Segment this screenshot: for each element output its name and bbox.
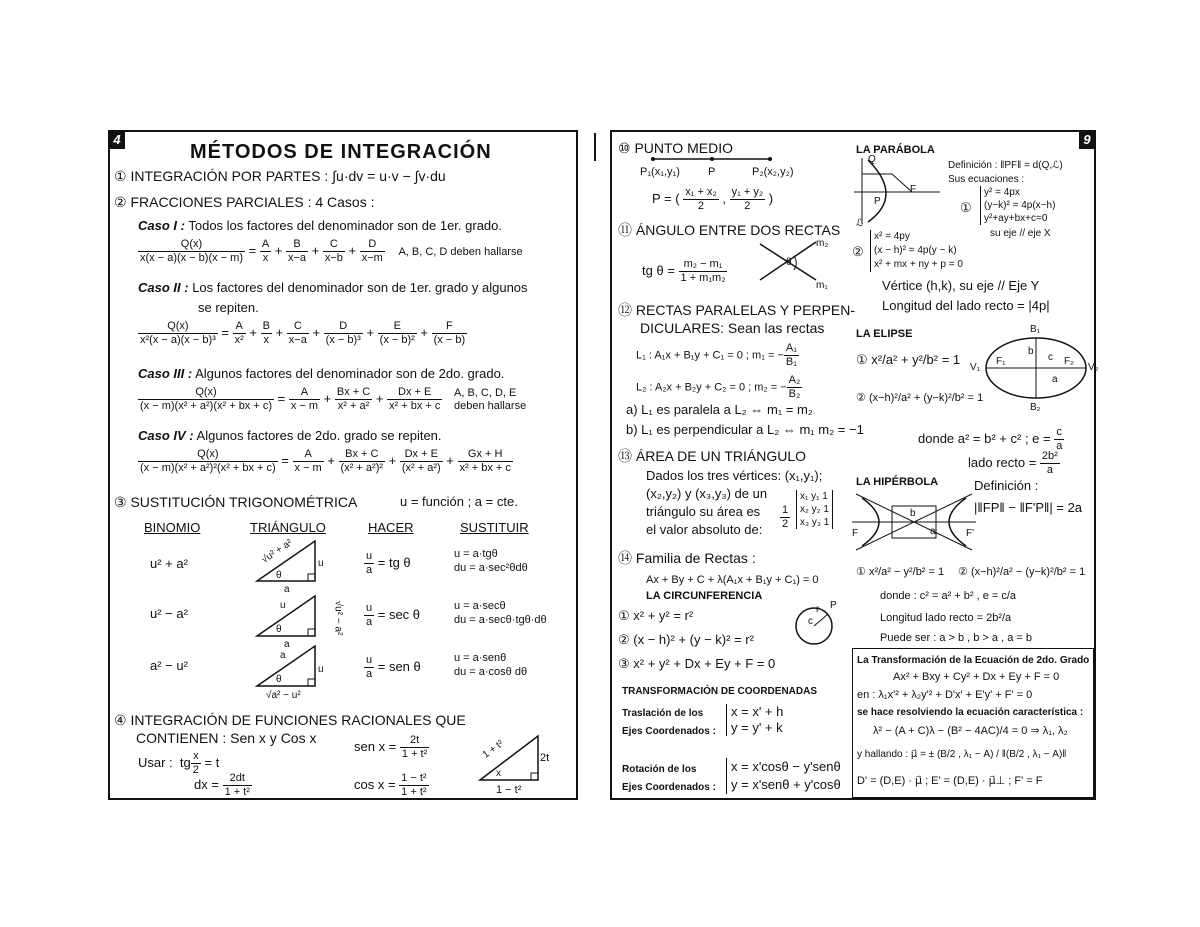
parabola-p: P (874, 196, 881, 207)
section-12-title: ⑫ RECTAS PARALELAS Y PERPEN- (618, 302, 856, 318)
area-text-3: triángulo su área es (646, 504, 761, 519)
case-2-text: Caso II : Los factores del denominador son de 1er. grado y algunos (138, 280, 528, 295)
hyperbola-eq2: ② (x−h)²/a² − (y−k)²/b² = 1 (958, 566, 1086, 578)
hyperbola-diagram (852, 492, 978, 554)
weierstrass-base: 1 − t² (496, 784, 522, 796)
triangle-3-base: √a² − u² (266, 690, 301, 701)
parallel-condition: a) L₁ es paralela a L₂ ⇔ m₁ = m₂ (626, 402, 813, 417)
parabola-f: F (910, 184, 917, 195)
parabola-title: LA PARÁBOLA (856, 144, 935, 156)
triangle-3-hyp: a (280, 650, 286, 661)
parabola-l: ℒ (856, 218, 864, 229)
page-title: MÉTODOS DE INTEGRACIÓN (190, 141, 492, 163)
sustituir-1b: du = a·sec²θdθ (454, 562, 528, 574)
parabola-latus: Longitud del lado recto = |4p| (882, 298, 1050, 313)
area-text-2: (x₂,y₂) y (x₃,y₃) de un (646, 486, 768, 501)
area-determinant: x₁ y₁ 1 x₂ y₂ 1 x₃ y₃ 1 (796, 490, 833, 529)
page-number: 9 (1079, 131, 1095, 149)
midpoint-p: P (708, 166, 716, 178)
hyperbola-latus: Longitud lado recto = 2b²/a (880, 612, 1012, 624)
case-3-formula: $\frac{Q(x)}{\text{(x − m)(x² + a²)(x² + bx + c)}}$ = $\frac{A}{x - m}$ + $\frac{Bx + C}{\text{x² + a²}}$ + $\frac{Dx + E}{\text{x² + bx + c}}$ A, B, C, D, E deben hallarse (140, 386, 527, 412)
page-number: 4 (109, 131, 125, 149)
hyperbola-f: F (852, 528, 859, 539)
triangle-1-side: u (318, 558, 324, 569)
trans-equations: x = x' + h y = y' + k (726, 704, 783, 736)
parabola-eq1-num: ① (960, 200, 972, 215)
parabola-q: Q (868, 154, 876, 165)
triangle-2-angle: θ (276, 624, 282, 635)
ellipse-b2: B₂ (1030, 402, 1041, 413)
header-hacer: HACER (368, 520, 414, 535)
angle-theta: θ (786, 257, 792, 268)
triangle-3-side: u (318, 664, 324, 675)
hacer-1: $\frac{u}{a}$ = tg θ (366, 550, 411, 576)
section-4-title-2: CONTIENEN : Sen x y Cos x (136, 730, 317, 746)
ellipse-v1: V₁ (970, 362, 981, 373)
hacer-2: $\frac{u}{a}$ = sec θ (366, 602, 421, 628)
area-text-1: Dados los tres vértices: (x₁,y₁); (646, 468, 823, 483)
case-2-formula: $\frac{Q(x)}{\text{x²(x − a)(x − b)³}}$ = $\frac{A}{\text{x²}}$ + $\frac{B}{x}$ + $\frac{C}{x-a}$ + $\frac{D}{\text{(x − b)³}}$ + $\frac{E}{\text{(x − b)²}}$ + $\frac{F}{(x - b)}$ (140, 320, 466, 346)
section-14-title: ⑭ Familia de Rectas : (618, 550, 756, 566)
dx-formula: dx = $\frac{2dt}{\text{1 + t²}}$ (194, 772, 250, 798)
binomio-1: u² + a² (150, 556, 188, 571)
hyperbola-title: LA HIPÉRBOLA (856, 476, 939, 488)
box-line-4: se hace resolviendo la ecuación característica : (857, 707, 1084, 718)
hyperbola-eq1: ① x²/a² − y²/b² = 1 (856, 566, 945, 578)
perpendicular-condition: b) L₁ es perpendicular a L₂ ⇔ m₁ m₂ = −1 (626, 422, 864, 437)
weierstrass-hyp: 1 + t² (480, 738, 506, 761)
ellipse-c: c (1048, 352, 1053, 363)
case-4-text: Caso IV : Algunos factores de 2do. grado se repiten. (138, 428, 442, 443)
box-line-6: y hallando : μ⃗ = ± (B/2 , λ₁ − A) / ‖(B/2 , λ₁ − A)‖ (857, 749, 1067, 760)
rot-label-2: Ejes Coordenados : (622, 782, 716, 793)
box-line-1: La Transformación de la Ecuación de 2do. Grado : (857, 655, 1096, 666)
parabola-eq1: y² = 4px (y−k)² = 4p(x−h) y²+ay+bx+c=0 (980, 186, 1055, 225)
triangle-2-hyp: u (280, 600, 286, 611)
hyperbola-def: Definición : (974, 478, 1039, 493)
hyperbola-donde: donde : c² = a² + b² , e = c/a (880, 590, 1017, 602)
parabola-axis-1: su eje // eje X (990, 228, 1051, 239)
midpoint-segment (652, 156, 772, 162)
family-equation: Ax + By + C + λ(A₁x + B₁y + C₁) = 0 (646, 574, 819, 586)
triangle-1-angle: θ (276, 570, 282, 581)
cos-formula: cos x = $\frac{\text{1 − t²}}{\text{1 + t²}}$ (354, 772, 427, 798)
section-1-title: ① INTEGRACIÓN POR PARTES : ∫u·dv = u·v − ∫v·du (114, 168, 446, 184)
hyperbola-a: a (930, 526, 936, 537)
ellipse-donde: donde a² = b² + c² ; e = $\frac{c}{a}$ (918, 426, 1063, 452)
binomio-2: u² − a² (150, 606, 188, 621)
sustituir-2b: du = a·secθ·tgθ·dθ (454, 614, 547, 626)
midpoint-p2: P₂(x₂,y₂) (752, 166, 794, 178)
section-4-title: ④ INTEGRACIÓN DE FUNCIONES RACIONALES QUE (114, 712, 466, 728)
parabola-sus: Sus ecuaciones : (948, 174, 1025, 185)
case-1-text: Caso I : Todos los factores del denominador son de 1er. grado. (138, 218, 503, 233)
section-12-title-2: DICULARES: Sean las rectas (640, 320, 825, 336)
angle-m2: m₂ (816, 238, 829, 249)
weierstrass-side: 2t (540, 752, 550, 764)
rot-equations: x = x'cosθ − y'senθ y = x'senθ + y'cosθ (726, 758, 841, 794)
triangle-3 (255, 642, 325, 692)
usar-tg: Usar : tg $\frac{x}{2}$ = t (138, 750, 220, 776)
second-degree-box (852, 648, 1094, 798)
header-binomio: BINOMIO (144, 520, 201, 535)
weierstrass-angle: x (496, 768, 501, 779)
box-line-7: D' = (D,E) · μ⃗ ; E' = (D,E) · μ⃗⊥ ; F' = F (857, 775, 1043, 787)
case-4-formula: $\frac{Q(x)}{\text{(x − m)(x² + a²)²(x² + bx + c)}}$ = $\frac{A}{x - m}$ + $\frac{Bx + C}{\text{(x² + a²)²}}$ + $\frac{Dx + E}{\text{(x² + a²)}}$ + $\frac{Gx + H}{\text{x² + bx + c}}$ (140, 448, 511, 474)
triangle-2-base: a (284, 639, 290, 650)
circ-title: LA CIRCUNFERENCIA (646, 590, 763, 602)
ellipse-b: b (1028, 346, 1034, 357)
parabola-eq2-num: ② (852, 244, 864, 259)
sen-formula: sen x = $\frac{2t}{\text{1 + t²}}$ (354, 734, 428, 760)
page-divider (594, 133, 596, 161)
circle-p: P (830, 600, 837, 611)
ellipse-eq1: ① x²/a² + y²/b² = 1 (856, 352, 961, 367)
sustituir-3b: du = a·cosθ dθ (454, 666, 528, 678)
triangle-3-angle: θ (276, 674, 282, 685)
box-line-2: Ax² + Bxy + Cy² + Dx + Ey + F = 0 (893, 671, 1060, 683)
circ-eq-3: ③ x² + y² + Dx + Ey + F = 0 (618, 656, 776, 671)
ellipse-latus: lado recto = $\frac{\text{2b²}}{a}$ (968, 450, 1058, 476)
trans-title: TRANSFORMACIÓN DE COORDENADAS (622, 686, 817, 697)
section-13-title: ⑬ ÁREA DE UN TRIÁNGULO (618, 448, 807, 464)
ellipse-v2: V₂ (1088, 362, 1099, 373)
ellipse-a: a (1052, 374, 1058, 385)
hacer-3: $\frac{u}{a}$ = sen θ (366, 654, 421, 680)
line-l1: L₁ : A₁x + B₁y + C₁ = 0 ; m₁ = − $\frac{\text{A₁}}{\text{B₁}}$ (636, 342, 797, 368)
triangle-2 (255, 592, 325, 642)
right-page (610, 130, 1099, 800)
section-2-title: ② FRACCIONES PARCIALES : 4 Casos : (114, 194, 375, 210)
ellipse-eq2: ② (x−h)²/a² + (y−k)²/b² = 1 (856, 392, 984, 404)
angle-formula: tg θ = $\frac{\text{m₂ − m₁}}{\text{1 + m₁m₂}}$ (642, 258, 726, 284)
sustituir-2a: u = a·secθ (454, 600, 506, 612)
hyperbola-def2: |‖FP‖ − ‖F'P‖| = 2a (974, 500, 1083, 515)
line-l2: L₂ : A₂x + B₂y + C₂ = 0 ; m₂ = − $\frac{\text{A₂}}{\text{B₂}}$ (636, 374, 801, 400)
ellipse-f2: F₂ (1064, 356, 1074, 367)
hyperbola-b: b (910, 508, 916, 519)
area-text-4: el valor absoluto de: (646, 522, 763, 537)
box-line-5: λ² − (A + C)λ − (B² − 4AC)/4 = 0 ⇒ λ₁, λ₂ (873, 725, 1068, 737)
circle-c: c (808, 616, 813, 627)
ellipse-title: LA ELIPSE (856, 328, 913, 340)
section-11-title: ⑪ ÁNGULO ENTRE DOS RECTAS (618, 222, 841, 238)
midpoint-formula: P = ( $\frac{\text{x₁ + x₂}}{2}$ , $\frac{\text{y₁ + y₂}}{2}$ ) (652, 186, 774, 212)
case-3-text: Caso III : Algunos factores del denominador son de 2do. grado. (138, 366, 505, 381)
trans-label-1: Traslación de los (622, 708, 704, 719)
triangle-1-hyp: √u² + a² (259, 537, 295, 566)
parabola-vertex: Vértice (h,k), su eje // Eje Y (882, 278, 1040, 293)
ellipse-b1: B₁ (1030, 324, 1041, 335)
binomio-3: a² − u² (150, 658, 188, 673)
section-3-note: u = función ; a = cte. (400, 494, 518, 509)
header-sustituir: SUSTITUIR (460, 520, 529, 535)
angle-m1: m₁ (816, 280, 828, 291)
section-10-title: ⑩ PUNTO MEDIO (618, 140, 733, 156)
ellipse-f1: F₁ (996, 356, 1006, 367)
header-triangulo: TRIÁNGULO (250, 520, 326, 535)
trans-label-2: Ejes Coordenados : (622, 726, 716, 737)
circ-eq-2: ② (x − h)² + (y − k)² = r² (618, 632, 754, 647)
case-1-formula: $\frac{Q(x)}{x(x - a)(x - b)(x - m)}$ = $\frac{A}{x}$ + $\frac{B}{x-a}$ + $\frac{C}{x-b}$ + $\frac{D}{x-m}$ A, B, C, D deben hallarse (140, 238, 523, 264)
circle-r: r (816, 604, 820, 615)
hyperbola-fp: F' (966, 528, 975, 539)
triangle-1-base: a (284, 584, 290, 595)
hyperbola-puede: Puede ser : a > b , b > a , a = b (880, 632, 1032, 644)
parabola-def: Definición : ‖PF‖ = d(Q,ℒ) (948, 160, 1063, 171)
sustituir-1a: u = a·tgθ (454, 548, 498, 560)
triangle-2-side: √u² − a² (332, 600, 344, 636)
parabola-eq2: x² = 4py (x − h)² = 4p(y − k) x² + mx + ny + p = 0 (870, 230, 963, 272)
sustituir-3a: u = a·senθ (454, 652, 507, 664)
rot-label-1: Rotación de los (622, 764, 697, 775)
left-page (108, 130, 578, 800)
midpoint-p1: P₁(x₁,y₁) (640, 166, 680, 178)
section-3-title: ③ SUSTITUCIÓN TRIGONOMÉTRICA (114, 494, 358, 510)
box-line-3: en : λ₁x'² + λ₂y'² + D'x' + E'y' + F' = 0 (857, 689, 1033, 701)
area-half: $\frac{1}{2}$ (782, 504, 789, 530)
circ-eq-1: ① x² + y² = r² (618, 608, 694, 623)
case-2-text-2: se repiten. (198, 300, 259, 315)
